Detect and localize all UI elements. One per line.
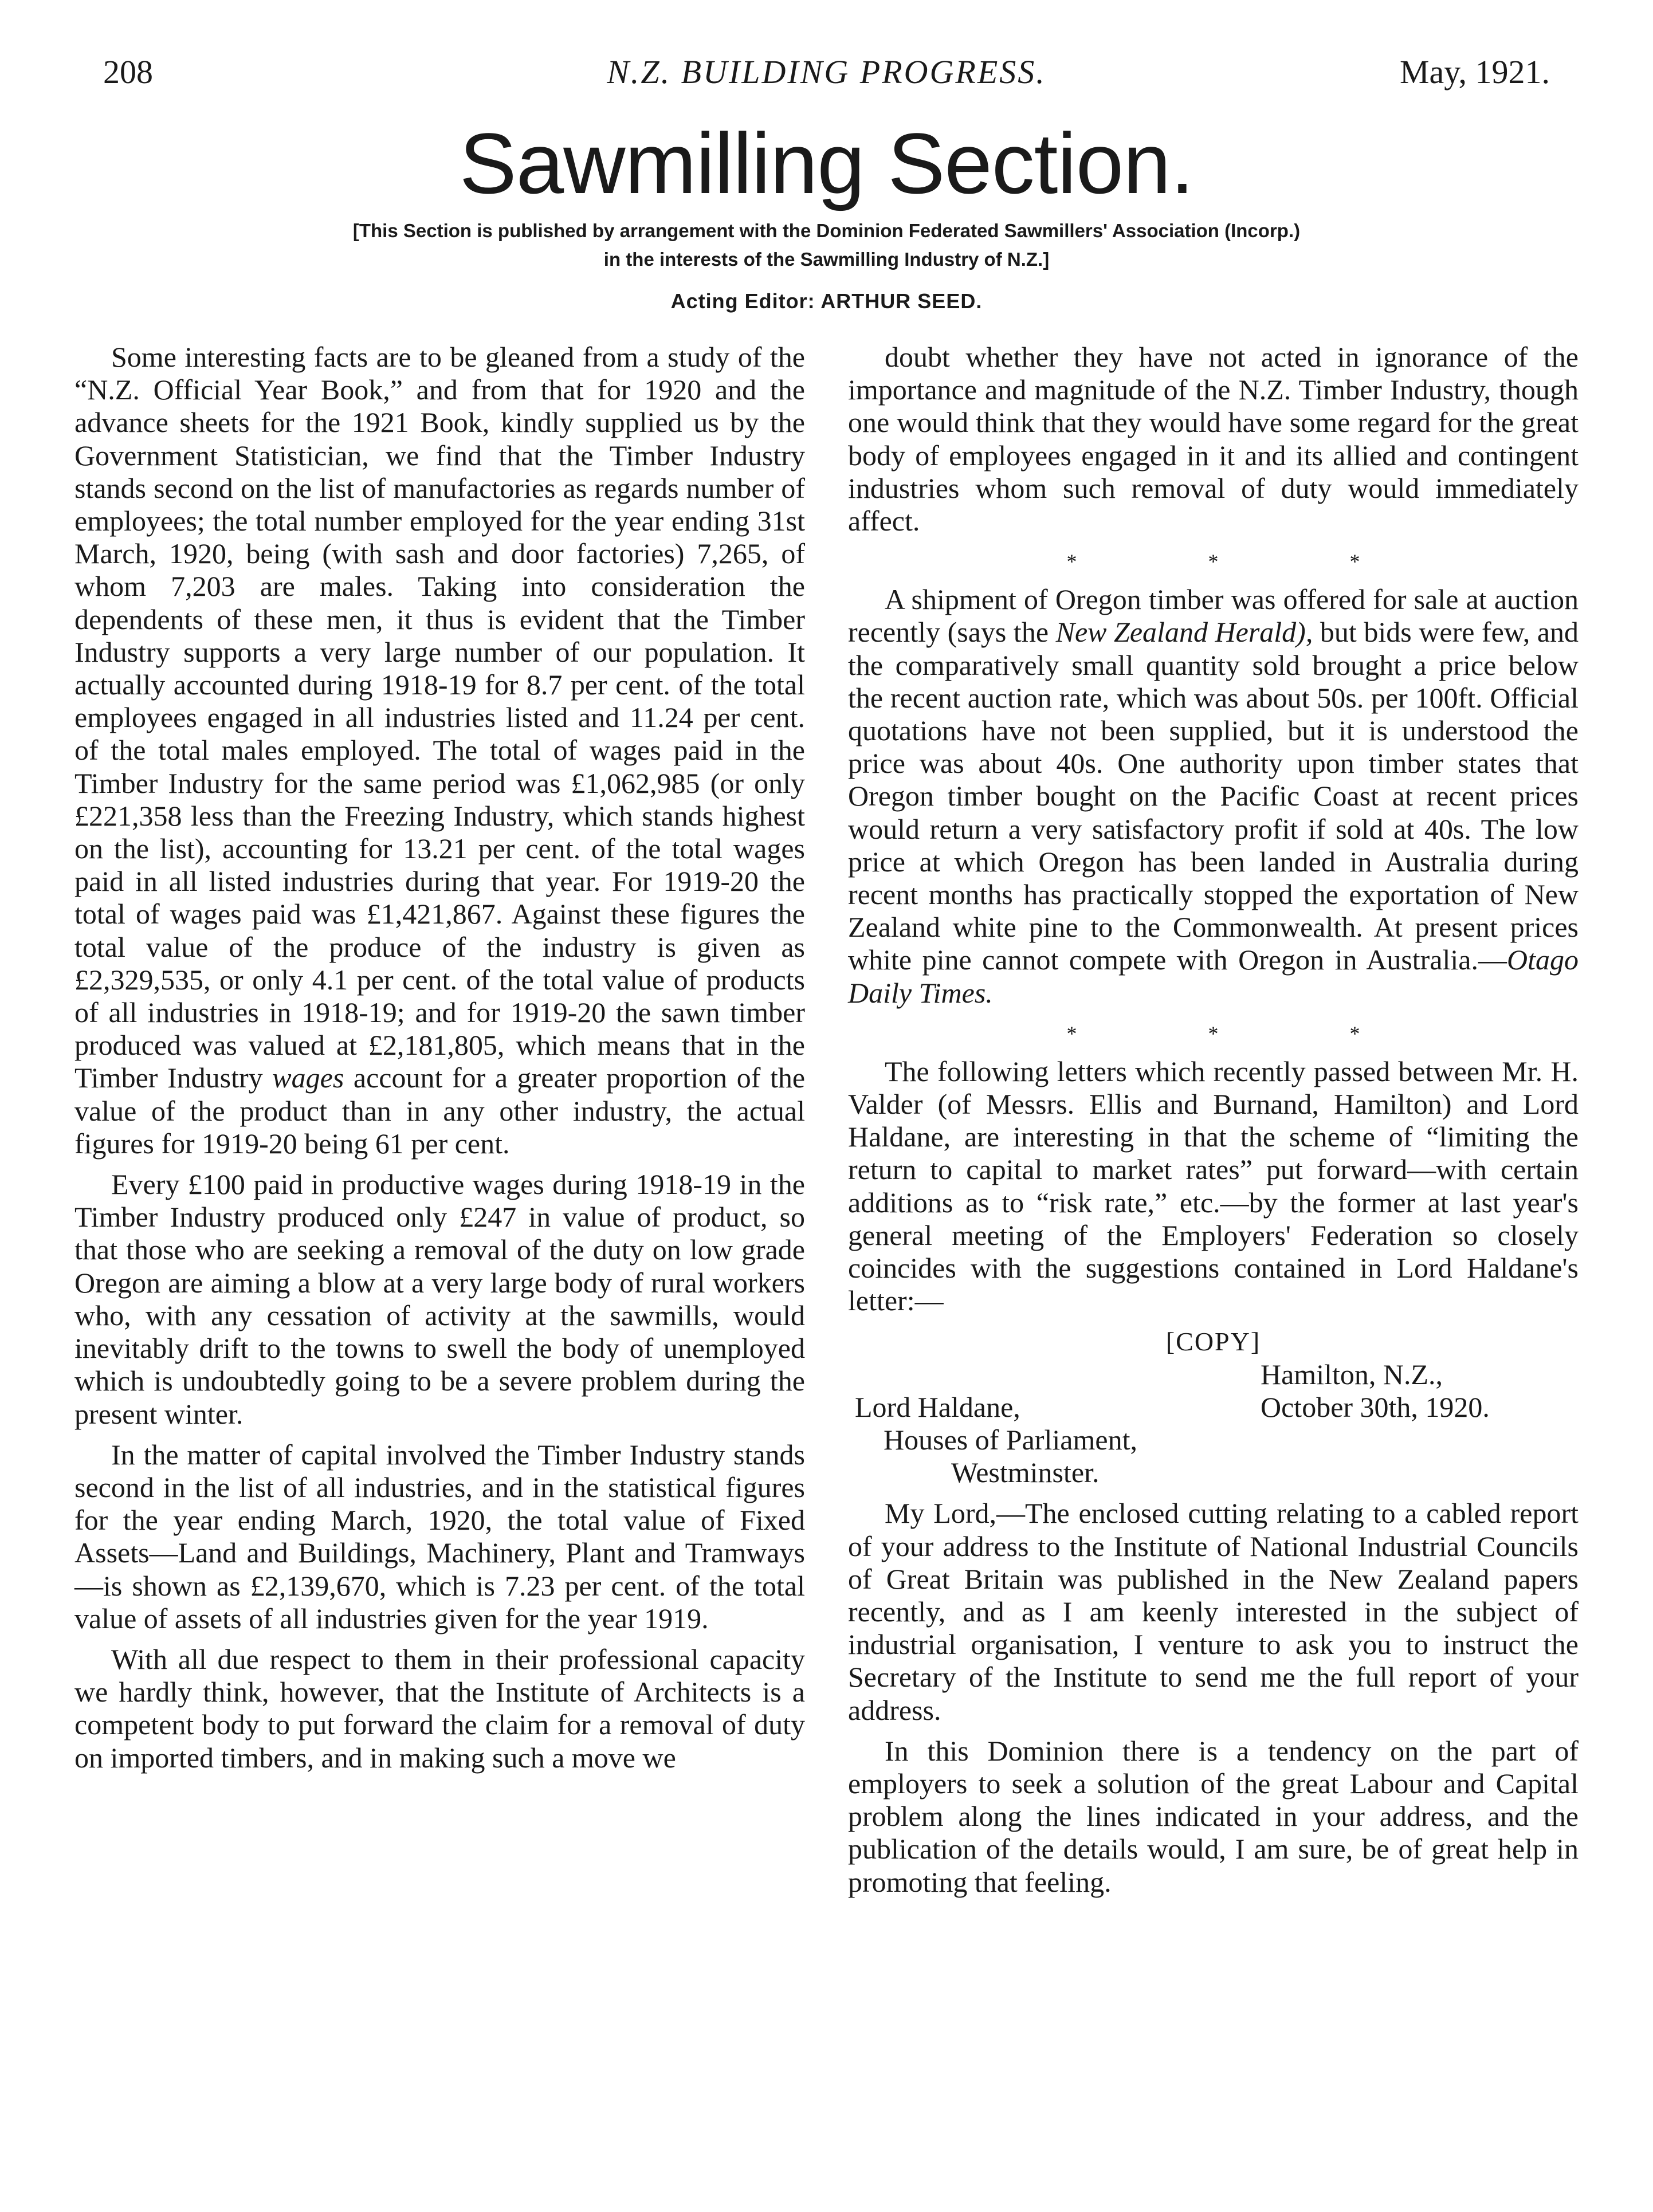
paragraph: With all due respect to them in their professional capacity we hardly think, however, that the Institute of Architects is a competent body to put forward the claim for a removal of duty on imported timbers, and in making such a move we <box>74 1643 805 1774</box>
paragraph: In the matter of capital involved the Timber Industry stands second in the list of all industries, and in the statistical figures for the year ending March, 1920, the total value of Fixed Assets—Land and Buildings, Machinery, Plant and Tramways—is shown as £2,139,670, which is 7.23 per cent. of the total value of assets of all industries given for the year 1919. <box>74 1438 805 1635</box>
letter-addressee: Lord Haldane, <box>855 1390 1020 1423</box>
running-header <box>0 53 1653 99</box>
letter-address-line: Houses of Parliament, <box>884 1423 1137 1456</box>
paragraph: My Lord,—The enclosed cutting relating to a cabled report of your address to the Institute of National Industrial Councils of Great Britain was published in the New Zealand papers recently, and as I am keenly interested in the subject of industrial organisation, I venture to ask you to instruct the Secretary of the Institute to send me the full report of your address. <box>848 1497 1579 1726</box>
letter-place: Hamilton, N.Z., <box>1261 1358 1443 1390</box>
section-note <box>172 217 1481 274</box>
left-column <box>74 341 805 1782</box>
section-divider: * * * <box>1066 1021 1423 1045</box>
paragraph: doubt whether they have not acted in ignorance of the importance and magnitude of the N.Z. Timber Industry, though one would think that they would have some regard for the great body of employees engaged in it and its allied and contingent industries whom such removal of duty would immediately affect. <box>848 341 1579 537</box>
page-number: 208 <box>103 53 153 91</box>
letter-address-line: Westminster. <box>951 1456 1100 1489</box>
section-note-line-1: [This Section is published by arrangement with the Dominion Federated Sawmillers' Association (Incorp.) <box>352 220 1301 241</box>
section-title: Sawmilling Section. <box>459 115 1194 211</box>
right-column <box>848 341 1579 1907</box>
acting-editor: Acting Editor: ARTHUR SEED. <box>670 289 983 313</box>
letter-address-row <box>848 1391 1579 1424</box>
paragraph: In this Dominion there is a tendency on the part of employers to seek a solution of the great Labour and Capital problem along the lines indicated in your address, and the publication of the details would, I am sure, be of great help in promoting that feeling. <box>848 1734 1579 1898</box>
copy-label: [COPY] <box>1165 1327 1261 1357</box>
paragraph: A shipment of Oregon timber was offered for sale at auction recently (says the New Zealand Herald), but bids were few, and the comparatively small quantity sold brought a price below the recent auction rate, which was about 50s. per 100ft. Official quotations have not been supplied, but it is understood the price was about 40s. One authority upon timber states that Oregon timber bought on the Pacific Coast at recent prices would return a very satisfactory profit if sold at 40s. The low price at which Oregon has been landed in Australia during recent months has practically stopped the exportation of New Zealand white pine to the Commonwealth. At present prices white pine cannot compete with Oregon in Australia.—Otago Daily Times. <box>848 583 1579 1009</box>
magazine-title: N.Z. BUILDING PROGRESS. <box>607 53 1046 91</box>
paragraph: The following letters which recently passed between Mr. H. Valder (of Messrs. Ellis and Burnand, Hamilton) and Lord Haldane, are interesting in that the scheme of “limiting the return to capital to market rates” put forward—with certain additions as to “risk rate,” etc.—by the former at last year's general meeting of the Employers' Federation so closely coincides with the suggestions contained in Lord Haldane's letter:— <box>848 1055 1579 1317</box>
section-note-line-2: in the interests of the Sawmilling Industry of N.Z.] <box>603 249 1050 270</box>
issue-date: May, 1921. <box>1399 53 1550 91</box>
paragraph: Some interesting facts are to be gleaned from a study of the “N.Z. Official Year Book,” and from that for 1920 and the advance sheets for the 1921 Book, kindly supplied us by the Government Statistician, we find that the Timber Industry stands second on the list of manufactories as regards number of employees; the total number employed for the year ending 31st March, 1920, being (with sash and door factories) 7,265, of whom 7,203 are males. Taking into consideration the dependents of these men, it thus is evident that the Timber Industry supports a very large number of our population. It actually accounted during 1918-19 for 8.7 per cent. of the total employees engaged in all industries listed and 11.24 per cent. of the total males employed. The total of wages paid in the Timber Industry for the same period was £1,062,985 (or only £221,358 less than the Freezing Industry, which stands highest on the list), accounting for 13.21 per cent. of the total wages paid in all listed industries during that year. For 1919-20 the total of wages paid was £1,421,867. Against these figures the total value of the produce of the industry is given as £2,329,535, or only 4.1 per cent. of the total value of products of all industries in 1918-19; and for 1919-20 the sawn timber produced was valued at £2,181,805, which means that in the Timber Industry wages account for a greater proportion of the value of the product than in any other industry, the actual figures for 1919-20 being 61 per cent. <box>74 341 806 1160</box>
section-divider: * * * <box>1066 550 1423 573</box>
letter-date: October 30th, 1920. <box>1261 1390 1490 1423</box>
paragraph: Every £100 paid in productive wages during 1918-19 in the Timber Industry produced only £247 in value of product, so that those who are seeking a removal of the duty on low grade Oregon are aiming a blow at a very large body of rural workers who, with any cessation of activity at the sawmills, would inevitably drift to the towns to swell the body of unemployed which is undoubtedly going to be a severe problem during the present winter. <box>74 1168 805 1430</box>
